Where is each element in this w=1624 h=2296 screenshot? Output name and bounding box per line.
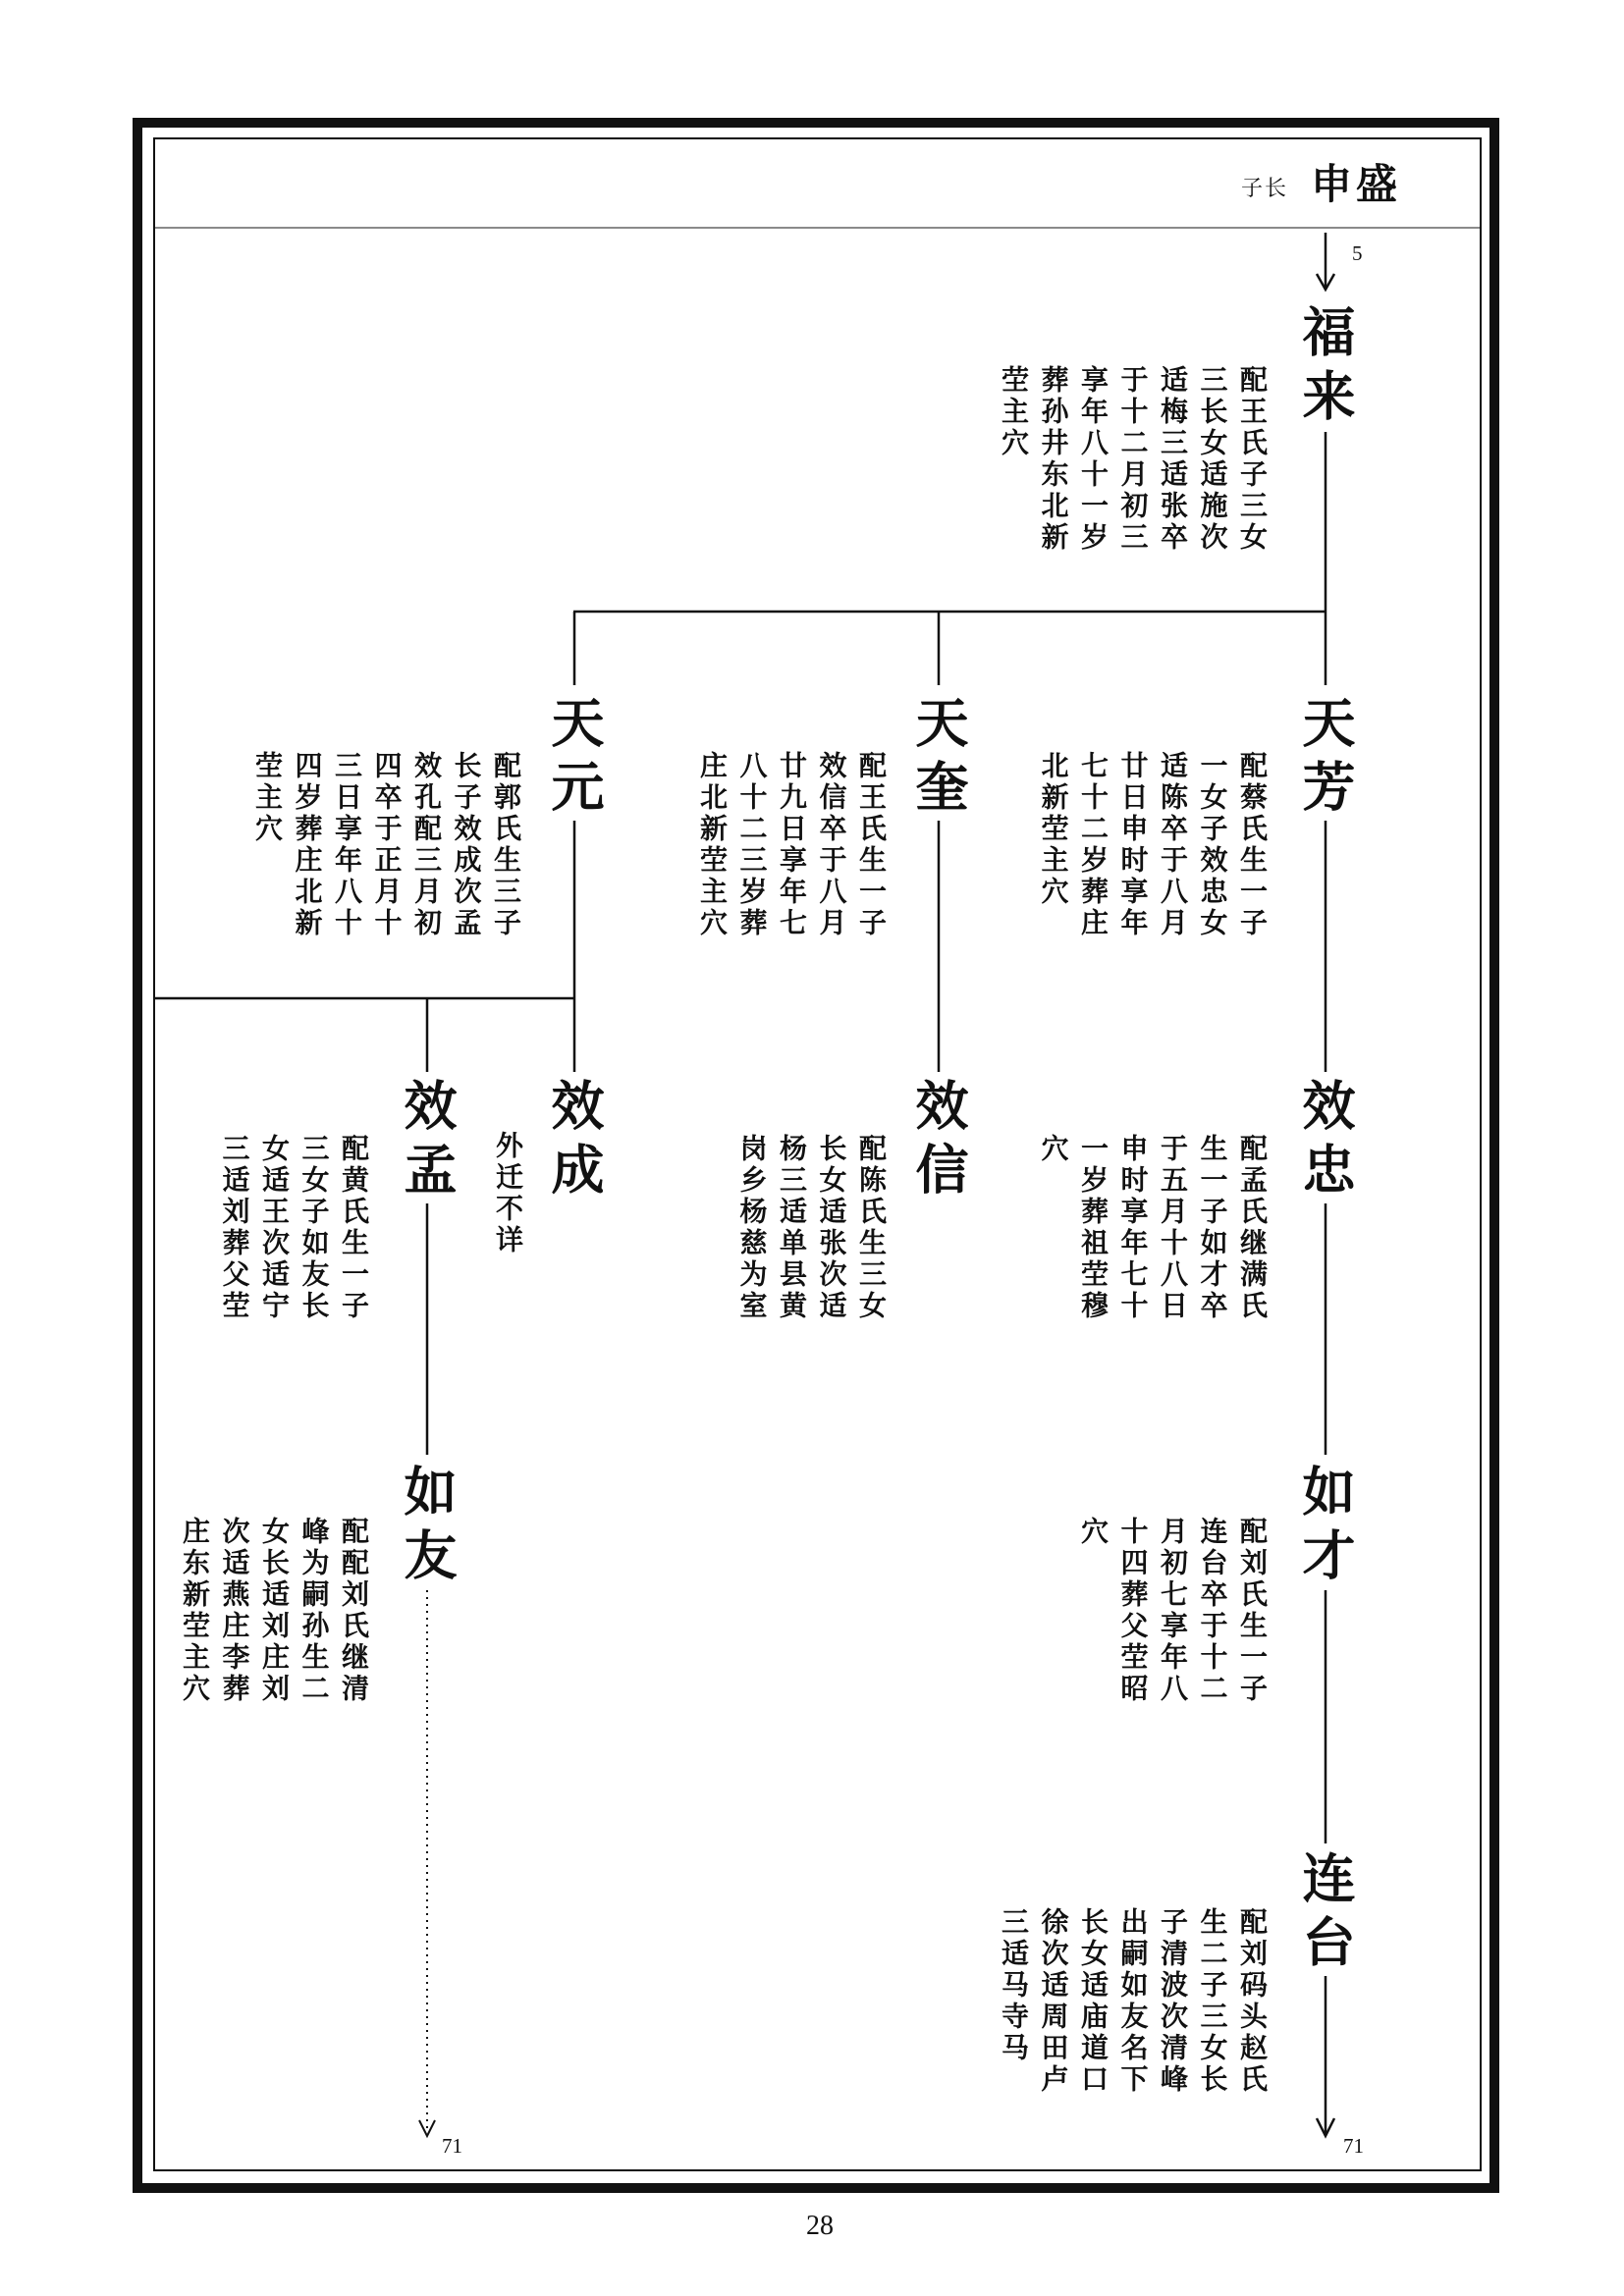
person-note-tianyuan-column-5: 三日享年八十 xyxy=(331,751,363,939)
person-note-tiankui-column-4: 八十二三岁葬 xyxy=(735,751,769,939)
person-note-liantai xyxy=(994,1907,1272,2096)
person-note-xiaozhong xyxy=(1033,1134,1272,1322)
person-note-tiankui-column-5: 庄北新茔主穴 xyxy=(696,751,729,939)
person-name-fulai: 福来 xyxy=(1294,304,1357,432)
person-note-xiaomeng xyxy=(214,1134,373,1322)
person-name-rucai: 如才 xyxy=(1294,1464,1357,1591)
person-note-tianyuan-column-1: 配郭氏生三子 xyxy=(490,751,522,939)
person-note-tianyuan-column-3: 效孔配三月初 xyxy=(410,751,443,939)
person-name-liantai: 连台 xyxy=(1294,1850,1357,1978)
person-note-fulai-column-2: 三长女适施次 xyxy=(1196,365,1229,554)
person-note-xiaozhong-column-6: 穴 xyxy=(1037,1134,1070,1165)
header-ancestor-name: 申盛 xyxy=(1311,160,1402,208)
person-note-xiaoxin xyxy=(731,1134,891,1322)
person-note-ruyou-column-1: 配配刘氏继清 xyxy=(338,1517,370,1705)
person-note-tianfang xyxy=(1033,751,1272,939)
person-note-ruyou-column-5: 庄东新茔主穴 xyxy=(179,1517,211,1705)
person-note-tianyuan-column-2: 长子效成次孟 xyxy=(450,751,483,939)
person-note-fulai xyxy=(994,365,1272,554)
person-note-xiaozhong-column-2: 生一子如才卒 xyxy=(1196,1134,1229,1322)
person-note-fulai-column-1: 配王氏子三女 xyxy=(1236,365,1269,554)
person-note-fulai-column-3: 适梅三适张卒 xyxy=(1157,365,1189,554)
person-note-xiaocheng xyxy=(488,1131,528,1256)
person-note-fulai-column-7: 茔主穴 xyxy=(998,365,1030,459)
person-note-ruyou-column-3: 女长适刘庄刘 xyxy=(258,1517,291,1705)
person-note-tianfang-column-2: 一女子效忠女 xyxy=(1196,751,1229,939)
person-note-tianyuan-column-7: 茔主穴 xyxy=(251,751,284,845)
person-note-xiaozhong-column-4: 申时享年七十 xyxy=(1116,1134,1150,1322)
person-note-rucai-column-4: 十四葬父茔昭 xyxy=(1116,1517,1150,1705)
person-note-tiankui-column-3: 廿九日享年七 xyxy=(776,751,808,939)
person-note-rucai-column-2: 连台卒于十二 xyxy=(1196,1517,1229,1705)
person-note-liantai-column-6: 徐次适周田卢 xyxy=(1037,1907,1070,2096)
person-note-xiaocheng-column-1: 外迁不详 xyxy=(492,1131,524,1256)
person-name-xiaozhong: 效忠 xyxy=(1294,1078,1357,1205)
person-note-xiaomeng-column-4: 三适刘葬父茔 xyxy=(218,1134,251,1322)
person-note-tianfang-column-3: 适陈卒于八月 xyxy=(1157,751,1189,939)
person-note-tianfang-column-1: 配蔡氏生一子 xyxy=(1236,751,1269,939)
person-name-xiaomeng: 效孟 xyxy=(396,1078,459,1205)
person-name-xiaoxin: 效信 xyxy=(907,1078,970,1205)
person-note-xiaozhong-column-3: 于五月十八日 xyxy=(1157,1134,1189,1322)
person-note-liantai-column-1: 配刘码头赵氏 xyxy=(1236,1907,1269,2096)
person-note-tiankui xyxy=(692,751,892,939)
person-note-ruyou-column-2: 峰为嗣孙生二 xyxy=(298,1517,331,1705)
person-name-xiaocheng: 效成 xyxy=(543,1078,606,1205)
person-note-fulai-column-6: 葬孙井东北新 xyxy=(1037,365,1070,554)
person-note-xiaomeng-column-3: 女适王次适宁 xyxy=(258,1134,291,1322)
person-note-tiankui-column-1: 配王氏生一子 xyxy=(855,751,888,939)
person-name-tianfang: 天芳 xyxy=(1294,695,1357,823)
reference-page-ruyou: 71 xyxy=(442,2134,462,2158)
person-note-tianyuan-column-6: 四岁葬庄北新 xyxy=(291,751,324,939)
person-note-xiaoxin-column-2: 长女适张次适 xyxy=(815,1134,848,1322)
page-number: 28 xyxy=(806,2211,834,2241)
person-note-xiaozhong-column-5: 一岁葬祖茔穆 xyxy=(1077,1134,1110,1322)
person-note-xiaozhong-column-1: 配孟氏继满氏 xyxy=(1236,1134,1269,1322)
person-note-liantai-column-5: 长女适庙道口 xyxy=(1077,1907,1110,2096)
person-note-xiaomeng-column-2: 三女子如友长 xyxy=(298,1134,331,1322)
person-note-tianyuan xyxy=(247,751,526,939)
header-lineage-label: 子长 xyxy=(1241,177,1289,201)
person-note-ruyou xyxy=(175,1517,374,1705)
person-note-rucai-column-1: 配刘氏生一子 xyxy=(1236,1517,1269,1705)
person-name-tiankui: 天奎 xyxy=(907,695,970,823)
person-note-fulai-column-4: 于十二月初三 xyxy=(1116,365,1150,554)
reference-page-liantai: 71 xyxy=(1343,2134,1364,2158)
person-note-rucai-column-3: 月初七享年八 xyxy=(1157,1517,1189,1705)
person-name-tianyuan: 天元 xyxy=(543,695,606,823)
person-note-tiankui-column-2: 效信卒于八月 xyxy=(815,751,848,939)
reference-page-top: 5 xyxy=(1352,241,1363,265)
person-note-tianyuan-column-4: 四卒于正月十 xyxy=(370,751,404,939)
person-note-liantai-column-4: 出嗣如友名下 xyxy=(1116,1907,1150,2096)
person-note-liantai-column-2: 生二子三女长 xyxy=(1196,1907,1229,2096)
person-note-ruyou-column-4: 次适燕庄李葬 xyxy=(218,1517,251,1705)
person-note-xiaoxin-column-1: 配陈氏生三女 xyxy=(855,1134,888,1322)
person-note-fulai-column-5: 享年八十一岁 xyxy=(1077,365,1110,554)
person-note-tianfang-column-4: 廿日申时享年 xyxy=(1116,751,1150,939)
person-note-xiaoxin-column-4: 岗乡杨慈为室 xyxy=(735,1134,769,1322)
person-note-liantai-column-7: 三适马寺马 xyxy=(998,1907,1030,2064)
person-note-xiaomeng-column-1: 配黄氏生一子 xyxy=(338,1134,370,1322)
person-note-rucai-column-5: 穴 xyxy=(1077,1517,1110,1548)
person-note-tianfang-column-6: 北新茔主穴 xyxy=(1037,751,1070,908)
person-note-rucai xyxy=(1073,1517,1272,1705)
person-name-ruyou: 如友 xyxy=(396,1464,459,1591)
person-note-tianfang-column-5: 七十二岁葬庄 xyxy=(1077,751,1110,939)
person-note-liantai-column-3: 子清波次清峰 xyxy=(1157,1907,1189,2096)
person-note-xiaoxin-column-3: 杨三适单县黄 xyxy=(776,1134,808,1322)
